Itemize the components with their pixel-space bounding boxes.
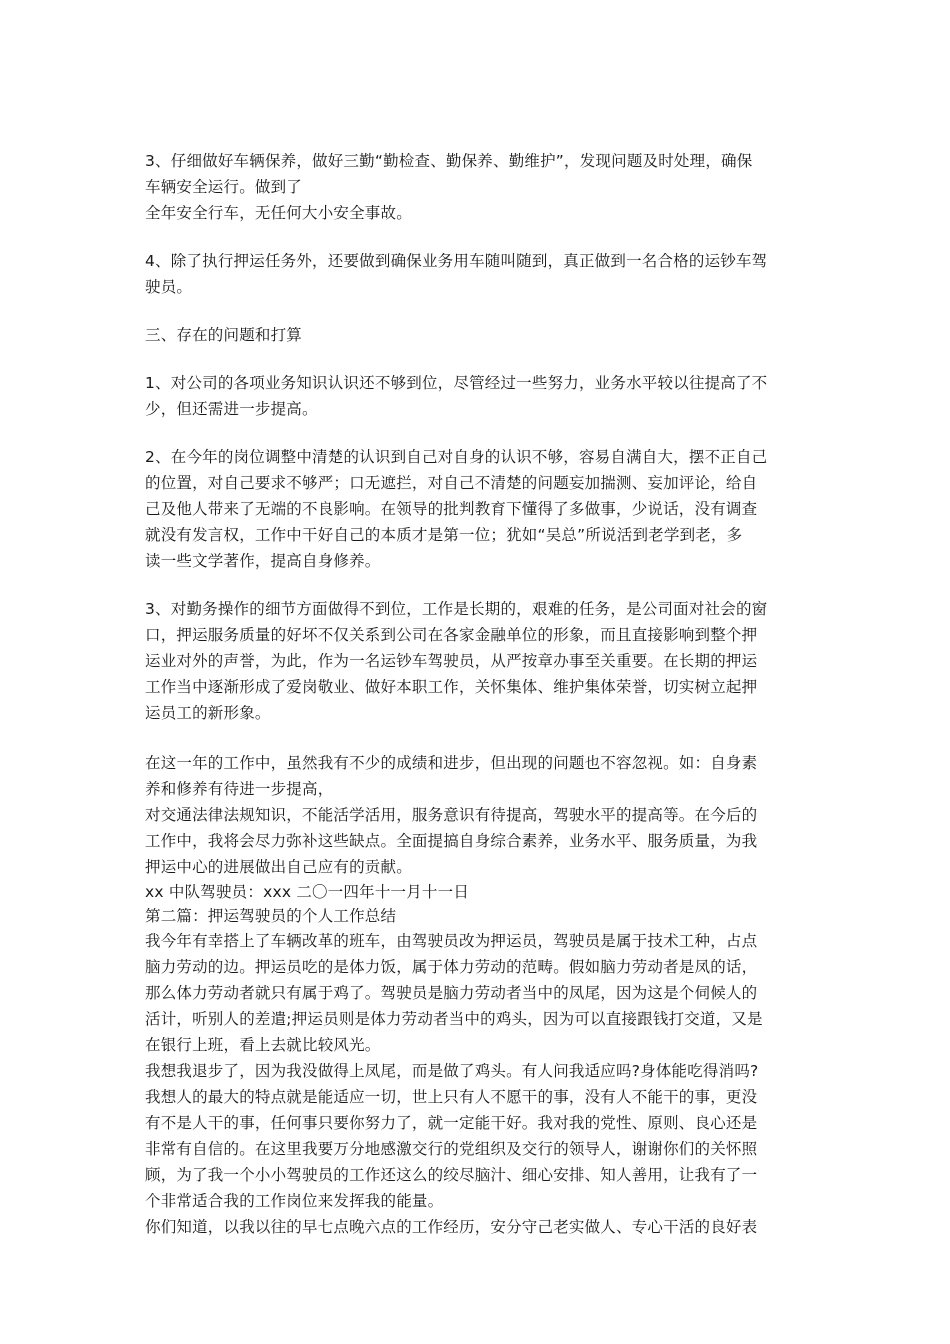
text-line: 己及他人带来了无端的不良影响。在领导的批判教育下懂得了多做事，少说话，没有调查: [145, 500, 758, 518]
paragraph-vehicle-maintenance: [145, 148, 809, 226]
text-line: 我想我退步了，因为我没做得上凤尾，而是做了鸡头。有人问我适应吗?身体能吃得消吗?: [145, 1062, 759, 1080]
text-line: 运员工的新形象。: [145, 704, 271, 722]
text-line: 有不是人干的事，任何事只要你努力了，就一定能干好。我对我的党性、原则、良心还是: [145, 1114, 758, 1132]
text-line: 我想人的最大的特点就是能适应一切，世上只有人不愿干的事，没有人不能干的事，更没: [145, 1088, 758, 1106]
article-title: 第二篇：押运驾驶员的个人工作总结: [145, 907, 397, 925]
text-line: 3、对勤务操作的细节方面做得不到位，工作是长期的，艰难的任务，是公司面对社会的窗: [145, 600, 768, 618]
document-page: [145, 148, 809, 1240]
text-line: 驶员。: [145, 278, 193, 296]
text-line: 养和修养有待进一步提高，: [145, 780, 334, 798]
text-line: 2、在今年的岗位调整中清楚的认识到自己对自身的认识不够，容易自满自大，摆不正自己: [145, 448, 768, 466]
text-line: 脑力劳动的边。押运员吃的是体力饭，属于体力劳动的范畴。假如脑力劳动者是凤的话，: [145, 958, 758, 976]
text-line: 活计，听别人的差遣;押运员则是体力劳动者当中的鸡头，因为可以直接跟钱打交道，又是: [145, 1010, 763, 1028]
text-line: 全年安全行车，无任何大小安全事故。: [145, 204, 412, 222]
text-line: 押运中心的进展做出自己应有的贡献。: [145, 858, 412, 876]
text-line: 在这一年的工作中，虽然我有不少的成绩和进步，但出现的问题也不容忽视。如：自身素: [145, 754, 758, 772]
text-line: 的位置，对自己要求不够严；口无遮拦，对自己不清楚的问题妄加揣测、妄加评论，给自: [145, 474, 758, 492]
signature-line: xx 中队驾驶员：xxx 二〇一四年十一月十一日: [145, 883, 470, 901]
paragraph-summary-and-second-article: [145, 750, 809, 1240]
text-line: 工作当中逐渐形成了爱岗敬业、做好本职工作，关怀集体、维护集体荣誉，切实树立起押: [145, 678, 758, 696]
text-line: 少，但还需进一步提高。: [145, 400, 318, 418]
text-line: 工作中，我将会尽力弥补这些缺点。全面提搞自身综合素养，业务水平、服务质量，为我: [145, 832, 758, 850]
text-line: 我今年有幸搭上了车辆改革的班车，由驾驶员改为押运员，驾驶员是属于技术工种，占点: [145, 932, 758, 950]
paragraph-problem-3: [145, 596, 809, 726]
text-line: 个非常适合我的工作岗位来发挥我的能量。: [145, 1192, 444, 1210]
text-line: 在银行上班，看上去就比较风光。: [145, 1036, 381, 1054]
text-line: 1、对公司的各项业务知识认识还不够到位，尽管经过一些努力，业务水平较以往提高了不: [145, 374, 768, 392]
text-line: 那么体力劳动者就只有属于鸡了。驾驶员是脑力劳动者当中的凤尾，因为这是个伺候人的: [145, 984, 758, 1002]
text-line: 非常有自信的。在这里我要万分地感激交行的党组织及交行的领导人，谢谢你们的关怀照: [145, 1140, 758, 1158]
text-line: 你们知道，以我以往的早七点晚六点的工作经历，安分守己老实做人、专心干活的良好表: [145, 1218, 758, 1236]
text-line: 运业对外的声誉，为此，作为一名运钞车驾驶员，从严按章办事至关重要。在长期的押运: [145, 652, 758, 670]
paragraph-problem-2: [145, 444, 809, 574]
paragraph-escort-duty: [145, 248, 809, 300]
text-line: 就没有发言权，工作中干好自己的本质才是第一位；犹如“吴总”所说活到老学到老，多: [145, 526, 743, 544]
text-line: 对交通法律法规知识，不能活学活用，服务意识有待提高，驾驶水平的提高等。在今后的: [145, 806, 758, 824]
section-heading: 三、存在的问题和打算: [145, 326, 303, 344]
text-line: 口，押运服务质量的好坏不仅关系到公司在各家金融单位的形象，而且直接影响到整个押: [145, 626, 758, 644]
text-line: 顾，为了我一个小小驾驶员的工作还这么的绞尽脑汁、细心安排、知人善用，让我有了一: [145, 1166, 758, 1184]
text-line: 3、仔细做好车辆保养，做好三勤“勤检查、勤保养、勤维护”，发现问题及时处理，确保: [145, 152, 753, 170]
text-line: 车辆安全运行。做到了: [145, 178, 303, 196]
text-line: 读一些文学著作，提高自身修养。: [145, 552, 381, 570]
text-line: 4、除了执行押运任务外，还要做到确保业务用车随叫随到，真正做到一名合格的运钞车驾: [145, 252, 768, 270]
paragraph-problem-1: [145, 370, 809, 422]
